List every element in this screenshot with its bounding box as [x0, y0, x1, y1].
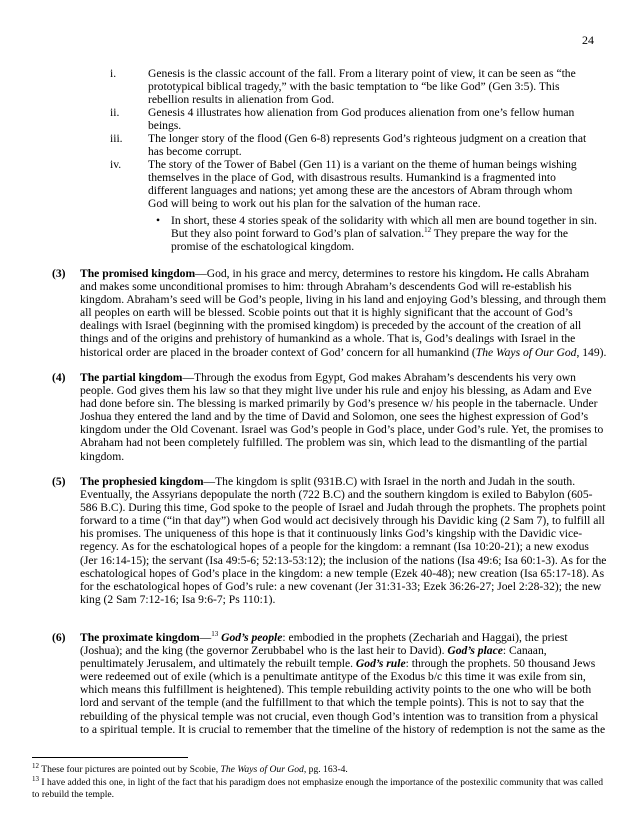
list-item-number: ii. [110, 106, 120, 119]
section-prophesied-kingdom [52, 475, 608, 606]
section-body: : embodied in the prophets (Zechariah and Haggai), the priest (Joshua); and the king (the governor Zerubbabel who is the last heir to David). [80, 631, 568, 658]
list-item-number: iii. [110, 132, 123, 145]
list-item-number: i. [110, 67, 117, 80]
bullet-text-part: They prepare the way for the promise of the eschatological kingdom. [171, 227, 569, 254]
section-text [80, 371, 608, 463]
footnote-12 [32, 761, 607, 776]
section-text [80, 267, 608, 359]
bullet-icon: • [156, 214, 161, 227]
section-heading: The partial kingdom [80, 371, 183, 384]
section-body: —Through the exodus from Egypt, God makes Abraham’s descendents his very own people. God gives them his law so that they might live under his rule and enjoy his blessing, as Adam and Eve had done before sin. The blessing is marked primarily by God’s presence w/ his people in the tabernacle. Under Joshua they entered the land and by the time of David and Solomon, one sees the highest expression of God’s kingdom under the Old Covenant. Israel was God’s people in God’s place, under God’s rule. Yet, the promises to Abraham had not been completely fulfilled. The problem was sin, which lead to the dismantling of the partial kingdom. [80, 371, 604, 463]
citation: The Ways of Our God [475, 345, 577, 359]
list-item [110, 67, 595, 106]
footnote-divider [32, 757, 188, 758]
bullet-text-part: In short, these 4 stories speak of the solidarity with which all men are bound together in sin. But they also point forward to God’s plan of salvation. [171, 214, 597, 241]
footnote-13 [32, 774, 607, 801]
subheading: God’s rule [355, 657, 406, 671]
section-body: : Canaan, penultimately Jerusalem, and ultimately the rebuilt temple. [80, 644, 547, 671]
section-number: (4) [52, 371, 66, 384]
section-body: . [500, 267, 504, 280]
list-item [110, 158, 595, 210]
section-number: (6) [52, 631, 66, 644]
list-item-number: iv. [110, 158, 122, 171]
section-proximate-kingdom [52, 631, 608, 736]
section-text [80, 631, 608, 736]
list-item-text: Genesis 4 illustrates how alienation from God produces alienation from one’s fellow human beings. [148, 106, 575, 133]
section-heading: The prophesied kingdom [80, 475, 204, 488]
list-item [110, 132, 595, 158]
footnote-ref: 12 [424, 226, 432, 235]
section-promised-kingdom [52, 267, 608, 359]
footnote-text: These four pictures are pointed out by Scobie, [39, 764, 221, 775]
page-number: 24 [582, 33, 594, 47]
section-heading: The promised kingdom [80, 267, 196, 280]
footnote-text: , pg. 163-4. [303, 764, 348, 775]
section-partial-kingdom [52, 371, 608, 463]
section-number: (3) [52, 267, 66, 280]
section-body: —God, in his grace and mercy, determines to restore his kingdom [195, 267, 501, 280]
list-item-text: Genesis is the classic account of the fall. From a literary point of view, it can be seen as “the prototypical biblical tragedy,” with the basic temptation to “be like God” (Gen 3:5). This rebellion results in alienation from God. [148, 67, 576, 107]
footnote-number: 12 [32, 761, 39, 770]
bullet-item [156, 214, 608, 253]
section-body: —The kingdom is split (931B.C) with Israel in the north and Judah in the south. Eventually, the Assyrians depopulate the north (722 B.C) and the southern kingdom is exiled to Babylon (605-586 B.C). During this time, God spoke to the people of Israel and Judah through the prophets. The prophets point forward to a time (“in that day”) when God would act decisively through his Davidic king (2 Sam 7), to fulfill all his promises. The uniqueness of this hope is that it continuously links God’s kingship with the Davidic vice-regency. As for the eschatological hopes of a people for the kingdom: a remnant (Isa 10:20-21); a new exodus (Jer 16:14-15); the servant (Isa 49:5-6; 52:13-53:12); the inclusion of the nations (Isa 49:6; Isa 60:1-3). As for the eschatological hopes of God’s place in the kingdom: a new temple (Ezek 40-48); new creation (Isa 65:17-18). As for the eschatological hopes of God’s rule: a new covenant (Jer 31:31-33; Ezek 36:26-27; Joel 2:28-32); the new king (2 Sam 7:12-16; Isa 9:6-7; Ps 110:1). [80, 475, 607, 606]
footnote-ref: 13 [211, 630, 219, 639]
bullet-text [171, 214, 605, 253]
section-body: : through the prophets. 50 thousand Jews were redeemed out of exile (which is a penultimate antitype of the Exodus b/c this time it was exile from sin, which means this fulfillment is heightened). This temple rebuilding activity points to the one who will be both lord and servant of the temple (and the fulfillment to that which the temple points). This is not to say that the rebuilding of the physical temple was not crucial, even though God’s intention was to transition from a physical to a spiritual temple. It is crucial to remember that the timeline of the history of redemption is not the same as the [80, 657, 606, 736]
section-body: — [199, 631, 212, 644]
subheading: God’s people [221, 631, 283, 644]
footnote-text: I have added this one, in light of the fact that his paradigm does not emphasize enough the importance of the postexilic community that was called to rebuild the temple. [32, 777, 604, 800]
list-item [110, 106, 595, 132]
subheading: God’s place [447, 644, 503, 658]
list-item-text: The story of the Tower of Babel (Gen 11) is a variant on the theme of human beings wishing themselves in the place of God, with disastrous results. Humankind is a fragmented into different languages and nations; yet among these are the ancestors of Abram through whom God will being to work out his plan for the salvation of the human race. [148, 158, 577, 211]
section-text [80, 475, 608, 606]
section-body: He calls Abraham and makes some unconditional promises to him: through Abraham’s descendents God will re-establish his kingdom. Abraham’s seed will be God’s people, living in his land and enjoying God’s blessing, and through them all peoples on earth will be blessed. Scobie points out that it is highly significant that the account of God’s dealings with Israel (beginning with the promised kingdom) is preceded by the account of the creation of all things and of the origins and prehistory of humankind as a whole. That is, God’s dealings with Israel in the historical order are placed in the broader context of God’ concern for all humankind ( [80, 267, 607, 359]
footnote-number: 13 [32, 774, 39, 783]
section-body: , 149). [576, 345, 607, 359]
citation: The Ways of Our God [220, 764, 304, 775]
list-item-text: The longer story of the flood (Gen 6-8) represents God’s righteous judgment on a creation that has become corrupt. [148, 132, 587, 159]
section-heading: The proximate kingdom [80, 631, 200, 644]
section-number: (5) [52, 475, 66, 488]
